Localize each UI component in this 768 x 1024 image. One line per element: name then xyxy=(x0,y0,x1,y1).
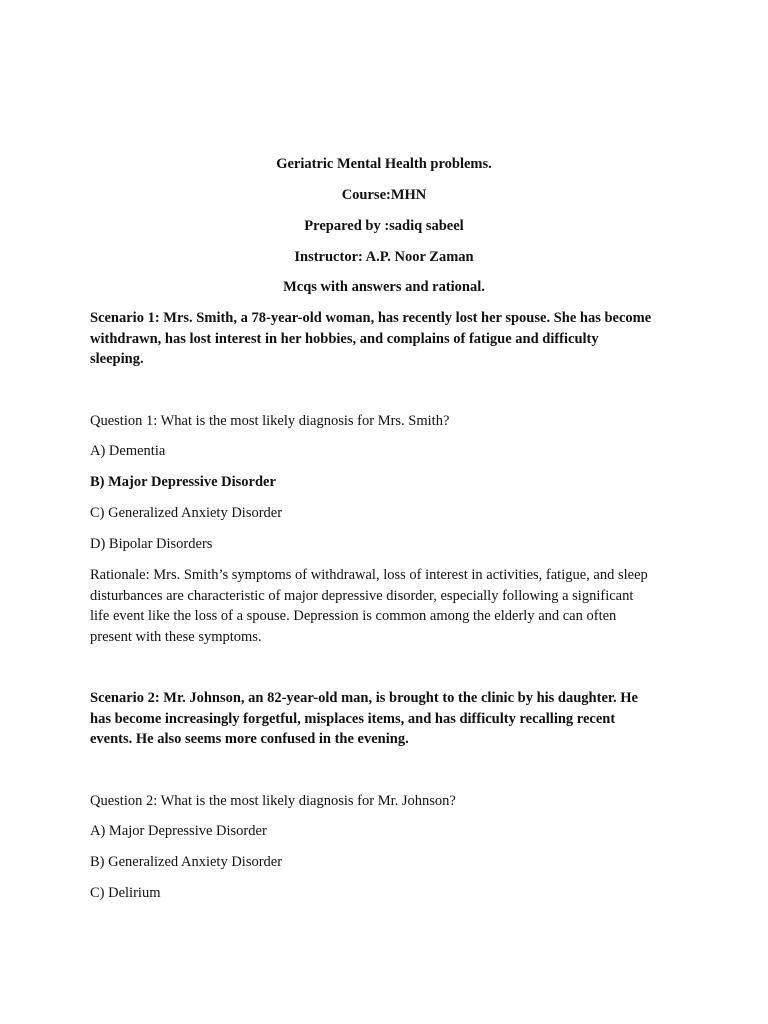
document-title: Geriatric Mental Health problems. xyxy=(276,156,492,172)
question-1: Question 1: What is the most likely diagnosis for Mrs. Smith? xyxy=(90,413,450,429)
rationale-1-line: disturbances are characteristic of major depressive disorder, especially following a significant xyxy=(90,587,634,604)
document-subtitle: Mcqs with answers and rational. xyxy=(283,279,485,295)
rationale-1-line: present with these symptoms. xyxy=(90,628,262,645)
question-2-option-a: A) Major Depressive Disorder xyxy=(90,823,267,839)
scenario-2-line: Scenario 2: Mr. Johnson, an 82-year-old man, is brought to the clinic by his daughter. He xyxy=(90,690,638,706)
instructor-line: Instructor: A.P. Noor Zaman xyxy=(294,249,474,265)
course-line: Course:MHN xyxy=(341,187,427,203)
rationale-1-line: Rationale: Mrs. Smith’s symptoms of withdrawal, loss of interest in activities, fatigue, and sleep xyxy=(90,567,648,583)
scenario-1-text xyxy=(90,308,680,370)
rationale-1-line: life event like the loss of a spouse. Depression is common among the elderly and can often xyxy=(90,608,617,624)
question-1-option-d: D) Bipolar Disorders xyxy=(90,536,213,552)
question-2: Question 2: What is the most likely diagnosis for Mr. Johnson? xyxy=(90,793,456,809)
scenario-1-line: withdrawn, has lost interest in her hobbies, and complains of fatigue and difficulty xyxy=(90,330,599,347)
prepared-by-line: Prepared by :sadiq sabeel xyxy=(304,218,464,234)
question-1-option-b-correct: B) Major Depressive Disorder xyxy=(90,474,276,490)
scenario-2-text xyxy=(90,688,680,750)
question-2-option-c: C) Delirium xyxy=(90,885,161,901)
rationale-1 xyxy=(90,565,680,647)
scenario-1-line: sleeping. xyxy=(90,351,144,367)
scenario-2-line: events. He also seems more confused in the evening. xyxy=(90,731,409,747)
question-2-option-b: B) Generalized Anxiety Disorder xyxy=(90,854,283,870)
scenario-1-line: Scenario 1: Mrs. Smith, a 78-year-old woman, has recently lost her spouse. She has become xyxy=(90,310,652,326)
question-1-option-c: C) Generalized Anxiety Disorder xyxy=(90,505,283,521)
scenario-2-line: has become increasingly forgetful, misplaces items, and has difficulty recalling recent xyxy=(90,710,616,727)
question-1-option-a: A) Dementia xyxy=(90,443,166,459)
